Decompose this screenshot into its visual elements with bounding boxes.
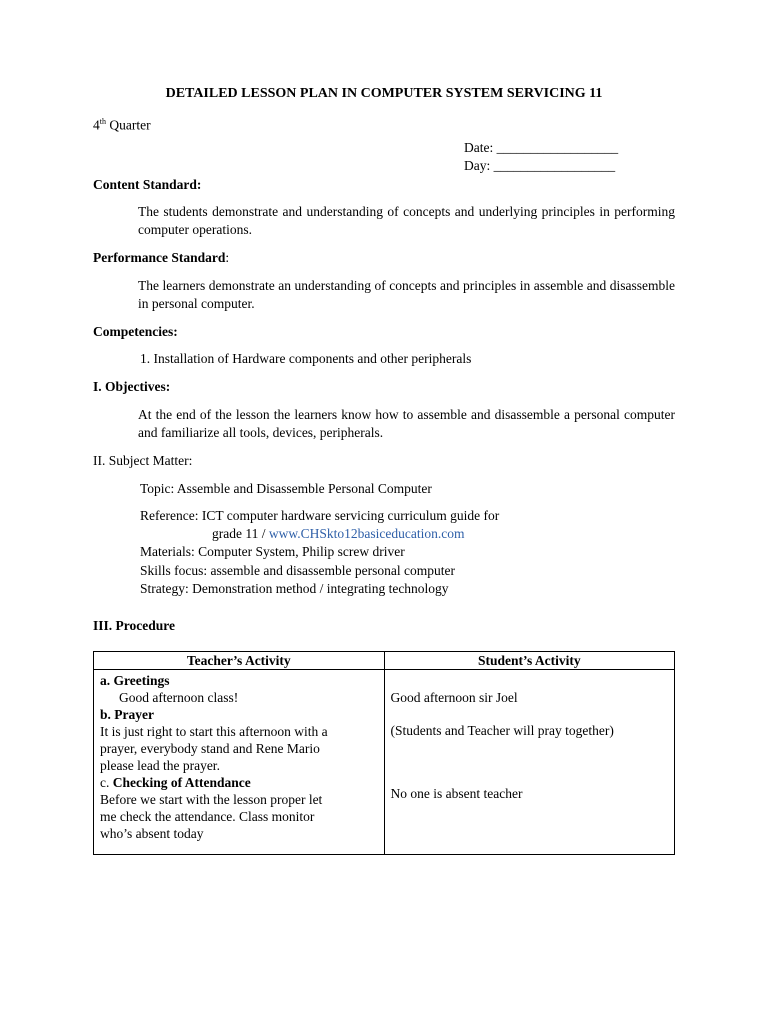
performance-standard-colon: : [225, 250, 230, 265]
day-line: Day: __________________ [464, 158, 616, 173]
quarter-suffix: th [99, 117, 106, 126]
student-attendance: No one is absent teacher [390, 786, 523, 801]
subject-matter-heading: II. Subject Matter: [93, 453, 193, 468]
quarter-number: 4 [93, 117, 100, 133]
teacher-prayer-line-3: please lead the prayer. [100, 758, 220, 773]
objectives-heading: I. Objectives: [93, 379, 171, 394]
quarter-label [93, 113, 151, 135]
curriculum-link[interactable]: www.CHSkto12basiceducation.com [268, 526, 465, 541]
procedure-table [93, 651, 675, 855]
competencies-heading: Competencies: [93, 324, 178, 339]
attendance-label [100, 774, 378, 791]
teacher-activity-cell [94, 670, 385, 855]
procedure-header-row [94, 652, 675, 670]
teacher-attendance-line-1: Before we start with the lesson proper let [100, 792, 323, 807]
procedure-body-row [94, 670, 675, 855]
prayer-prefix: b. [100, 707, 115, 722]
topic-line: Topic: Assemble and Disassemble Personal Computer [140, 481, 432, 496]
student-prayer: (Students and Teacher will pray together) [390, 723, 614, 738]
prayer-label [100, 706, 378, 723]
teacher-prayer-line-2: prayer, everybody stand and Rene Mario [100, 741, 320, 756]
content-standard-paragraph: The students demonstrate and understanding of concepts and underlying principles in performing computer operations. [138, 204, 675, 237]
student-greeting: Good afternoon sir Joel [390, 690, 518, 705]
objectives-text [93, 406, 675, 442]
attendance-prefix: c. [100, 775, 113, 790]
student-activity-header: Student’s Activity [384, 652, 674, 670]
materials-line: Materials: Computer System, Philip screw driver [140, 544, 405, 559]
teacher-prayer-line-1: It is just right to start this afternoon with a [100, 724, 328, 739]
date-line: Date: __________________ [464, 140, 619, 155]
objectives-paragraph: At the end of the lesson the learners know how to assemble and disassemble a personal computer and familiarize all tools, devices, peripherals. [138, 407, 675, 440]
skills-line: Skills focus: assemble and disassemble personal computer [140, 563, 455, 578]
document-title: DETAILED LESSON PLAN IN COMPUTER SYSTEM SERVICING 11 [165, 86, 603, 101]
student-activity-cell [384, 670, 674, 855]
procedure-heading: III. Procedure [93, 618, 175, 633]
performance-standard-heading: Performance Standard [93, 250, 226, 265]
strategy-line: Strategy: Demonstration method / integrating technology [140, 581, 449, 596]
greetings-prefix: a. [100, 673, 114, 688]
attendance-title: Checking of Attendance [112, 775, 251, 790]
prayer-title: Prayer [114, 707, 154, 722]
teacher-greeting: Good afternoon class! [119, 690, 239, 705]
performance-standard-paragraph: The learners demonstrate an understanding of concepts and principles in assemble and disassemble in personal computer. [138, 278, 675, 311]
teacher-activity-header: Teacher’s Activity [94, 652, 385, 670]
greetings-title: Greetings [113, 673, 170, 688]
reference-grade-line [212, 525, 464, 543]
reference-grade: grade 11 / [212, 526, 269, 541]
teacher-attendance-line-3: who’s absent today [100, 826, 204, 841]
content-standard-heading: Content Standard: [93, 177, 202, 192]
reference-line: Reference: ICT computer hardware servicing curriculum guide for [140, 508, 500, 523]
teacher-attendance-line-2: me check the attendance. Class monitor [100, 809, 315, 824]
quarter-text: Quarter [105, 117, 151, 133]
competency-item: 1. Installation of Hardware components and other peripherals [140, 351, 472, 366]
performance-standard-text [93, 277, 675, 313]
greetings-label [100, 672, 378, 689]
performance-standard-heading-line [93, 249, 229, 267]
content-standard-text [93, 203, 675, 239]
